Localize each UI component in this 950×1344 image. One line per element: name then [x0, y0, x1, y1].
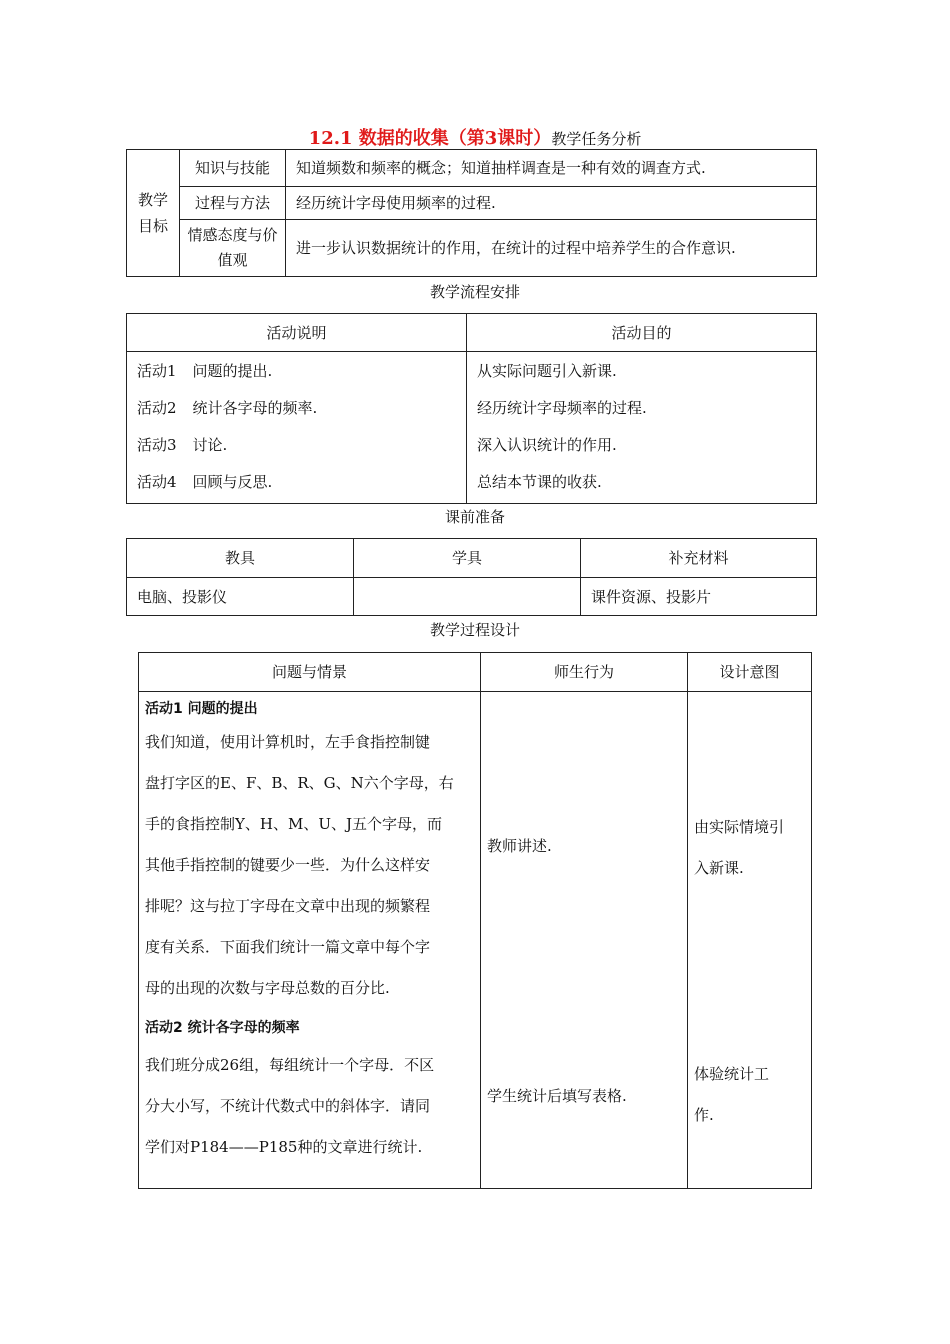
list-item: 总结本节课的收获. [477, 473, 602, 491]
design-intent-cell [688, 692, 812, 1189]
prep-teacher-value: 电脑、投影仪 [127, 578, 354, 616]
list-item: 活动2 统计各字母的频率. [137, 399, 318, 417]
title-main: 12.1 数据的收集（第3课时） [308, 128, 552, 149]
list-item: 活动3 讨论. [137, 436, 228, 454]
objective-text: 经历统计字母使用频率的过程. [286, 187, 817, 220]
activity1-line: 度有关系．下面我们统计一篇文章中每个字 [145, 938, 431, 956]
flow-header-goal: 活动目的 [467, 314, 817, 352]
objective-label: 知识与技能 [180, 150, 286, 187]
activity2-intent: 体验统计工 作. [694, 1065, 770, 1124]
objectives-group-label: 教学目标 [127, 150, 180, 277]
design-header-scenario: 问题与情景 [139, 653, 481, 692]
activity2-line: 分大小写，不统计代数式中的斜体字．请同 [145, 1097, 431, 1115]
flow-header-desc: 活动说明 [127, 314, 467, 352]
activity1-behavior: 教师讲述. [487, 837, 552, 855]
flow-table [126, 313, 817, 504]
title-suffix: 教学任务分析 [551, 130, 642, 148]
prep-caption: 课前准备 [444, 508, 505, 526]
prep-student-value [354, 578, 581, 616]
design-caption: 教学过程设计 [429, 621, 520, 639]
activity1-intent: 由实际情境引 入新课. [694, 818, 785, 877]
design-header-intent: 设计意图 [688, 653, 812, 692]
list-item: 活动4 回顾与反思. [137, 473, 273, 491]
activity2-behavior: 学生统计后填写表格. [487, 1087, 627, 1105]
activity2-line: 我们班分成26组，每组统计一个字母．不区 [145, 1056, 435, 1074]
activity1-line: 母的出现的次数与字母总数的百分比. [145, 979, 390, 997]
objective-label: 情感态度与价值观 [180, 220, 286, 277]
design-scenario-cell [139, 692, 481, 1189]
design-header-behavior: 师生行为 [481, 653, 688, 692]
flow-activities-cell [127, 352, 467, 504]
objective-text: 知道频数和频率的概念；知道抽样调查是一种有效的调查方式. [286, 150, 817, 187]
objective-text: 进一步认识数据统计的作用，在统计的过程中培养学生的合作意识. [286, 220, 817, 277]
flow-caption: 教学流程安排 [429, 283, 520, 301]
prep-table [126, 538, 817, 616]
activity1-line: 其他手指控制的键要少一些．为什么这样安 [145, 856, 431, 874]
activity1-line: 盘打字区的E、F、B、R、G、N六个字母，右 [145, 774, 454, 792]
prep-header-teacher: 教具 [127, 539, 354, 578]
design-behavior-cell [481, 692, 688, 1189]
list-item: 活动1 问题的提出. [137, 362, 273, 380]
activity2-line: 学们对P184——P185种的文章进行统计. [145, 1138, 423, 1156]
objective-label: 过程与方法 [180, 187, 286, 220]
objectives-table [126, 149, 817, 277]
activity1-line: 手的食指控制Y、H、M、U、J五个字母，而 [145, 815, 442, 833]
activity1-line: 我们知道，使用计算机时，左手食指控制键 [145, 733, 431, 751]
activity2-title: 活动2 统计各字母的频率 [145, 1020, 300, 1036]
activity1-line: 排呢？这与拉丁字母在文章中出现的频繁程 [145, 897, 431, 915]
list-item: 经历统计字母频率的过程. [477, 399, 647, 417]
prep-header-student: 学具 [354, 539, 581, 578]
prep-extra-value: 课件资源、投影片 [581, 578, 817, 616]
prep-header-extra: 补充材料 [581, 539, 817, 578]
design-table [138, 652, 812, 1189]
list-item: 从实际问题引入新课. [477, 362, 617, 380]
list-item: 深入认识统计的作用. [477, 436, 617, 454]
activity1-title: 活动1 问题的提出 [145, 701, 258, 717]
flow-goals-cell [467, 352, 817, 504]
